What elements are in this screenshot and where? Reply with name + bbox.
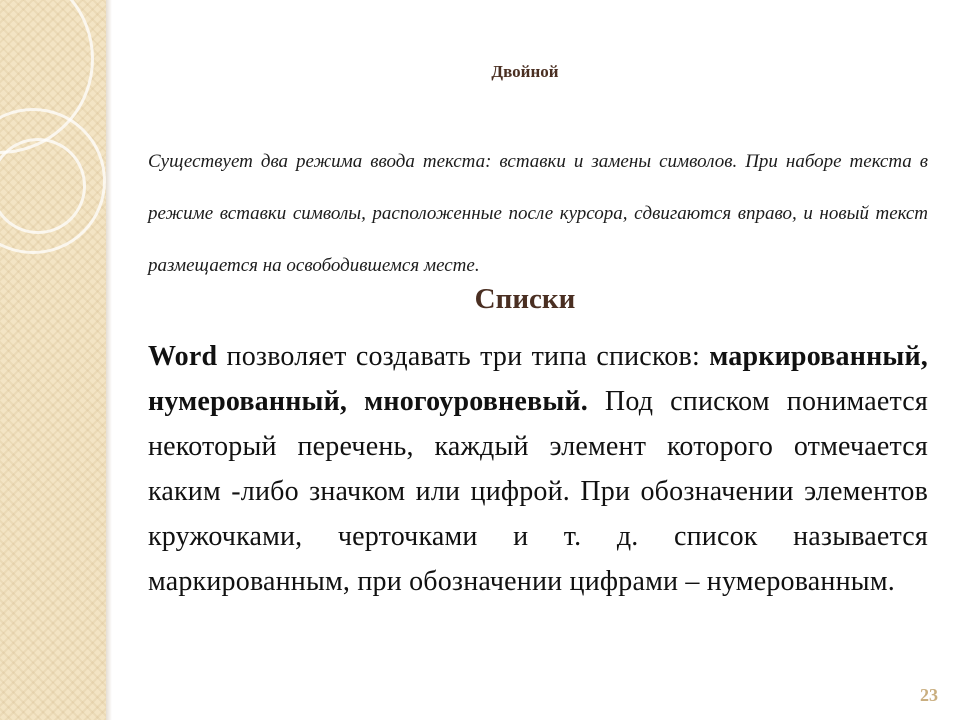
word-term: Word <box>148 341 218 372</box>
decorative-side-panel <box>0 0 106 720</box>
slide-heading: Двойной <box>491 62 559 81</box>
body-text-part2: Под списком понимается некоторый перечень, каждый элемент которого отмечается каким -либо значком или цифрой. При обозначении элементов кружочками, черточками и т. д. список называется маркированным, при обозначении цифрами – нумерованным. <box>148 386 928 597</box>
section-title: Списки <box>474 283 576 315</box>
list-types: маркированный, нумерованный, многоуровневый. <box>148 341 928 417</box>
page-number: 23 <box>920 685 938 705</box>
side-panel-shadow <box>106 0 112 720</box>
body-text-part1: позволяет создавать три типа списков: <box>217 341 710 372</box>
body-paragraph <box>148 334 928 604</box>
intro-paragraph: Существует два режима ввода текста: вставки и замены символов. При наборе текста в режиме вставки символы, расположенные после курсора, сдвигаются вправо, и новый текст размещается на освободившемся месте. <box>148 151 928 276</box>
